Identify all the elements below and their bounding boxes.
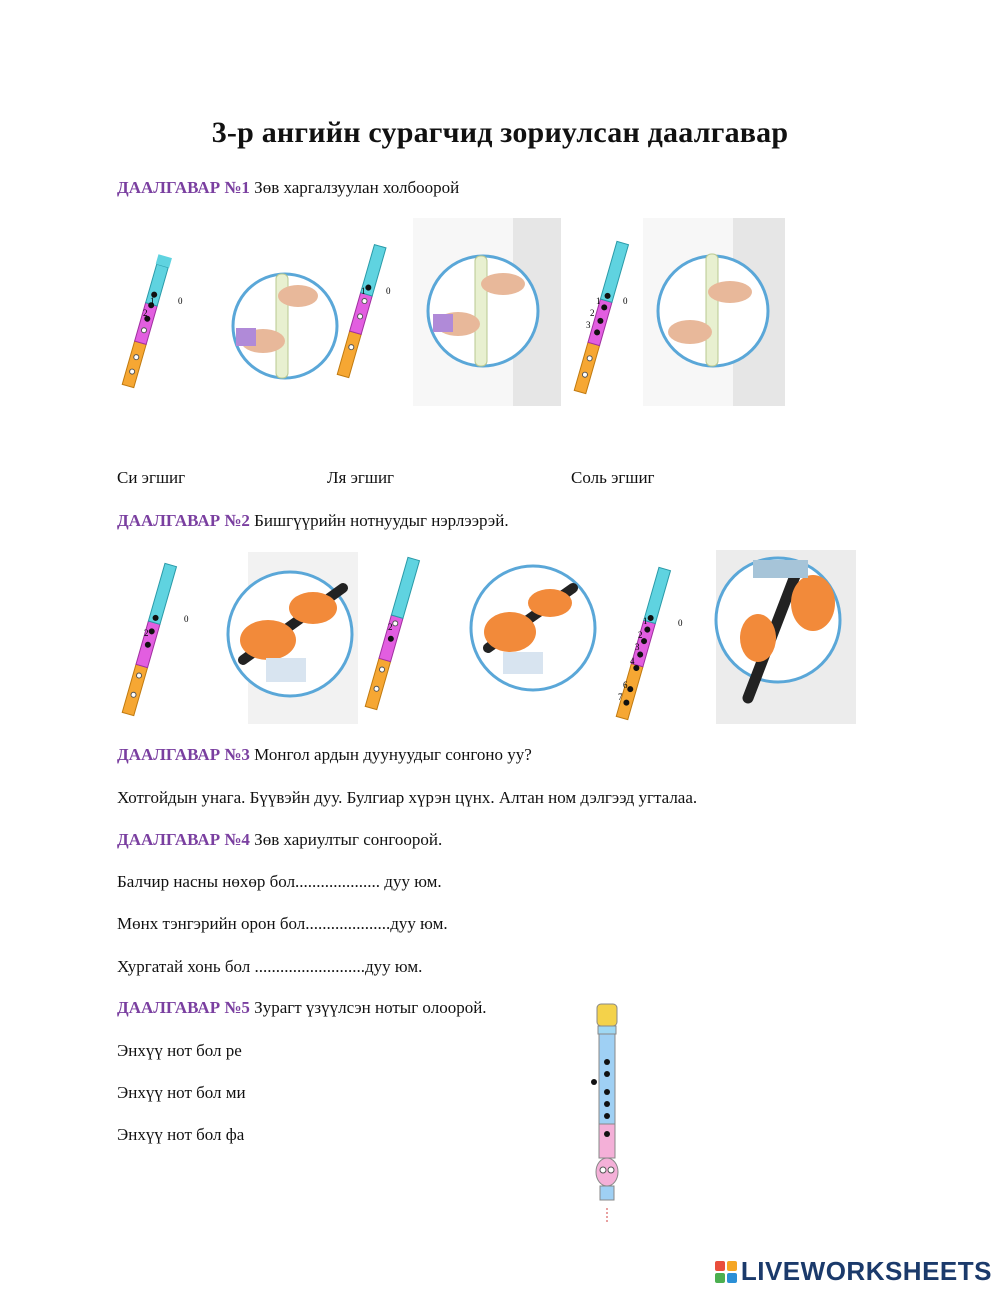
flute6-num-3: 3 — [635, 642, 640, 652]
task5-question-3: Энхүү нот бол фа — [117, 1125, 245, 1144]
task5-text: Зурагт үзүүлсэн нотыг олоорой. — [249, 998, 487, 1017]
task1-figures — [118, 216, 798, 408]
recorder-illustration — [585, 1002, 629, 1227]
note-label-si: Си эгшиг — [117, 468, 186, 487]
hand-photo-2 — [413, 218, 561, 406]
flute1-num-1: 1 — [150, 296, 155, 306]
task1-label: ДААЛГАВАР №1 — [117, 178, 250, 197]
flute-3 — [574, 241, 628, 393]
task1-text: Зөв харгалзуулан холбоорой — [249, 178, 460, 197]
task2-figures — [118, 548, 858, 726]
flute3-num-3: 3 — [586, 320, 591, 330]
task3-text: Монгол ардын дуунуудыг сонгоно уу? — [249, 745, 532, 764]
logo-blocks-icon — [715, 1261, 737, 1283]
task2-line — [117, 511, 509, 531]
task3-label: ДААЛГАВАР №3 — [117, 745, 250, 764]
task2-text: Бишгүүрийн нотнуудыг нэрлээрэй. — [249, 511, 509, 530]
task4-question-1: Балчир насны нөхөр бол.................... дуу юм. — [117, 872, 442, 891]
liveworksheets-logo — [715, 1256, 992, 1287]
flute-6 — [616, 567, 670, 719]
flute6-num-6: 6 — [623, 680, 628, 690]
task4-question-3: Хургатай хонь бол ..........................дуу юм. — [117, 957, 423, 976]
flute2-num-0: 0 — [386, 286, 391, 296]
flute-4 — [122, 563, 176, 715]
task5-question-2: Энхүү нот бол ми — [117, 1083, 246, 1102]
flute6-num-4: 4 — [630, 656, 635, 666]
flute-5 — [365, 557, 419, 709]
flute6-num-0: 0 — [678, 618, 683, 628]
flute4-num-2: 2 — [144, 628, 149, 638]
page-title: 3-р ангийн сурагчид зориулсан даалгавар — [211, 116, 789, 149]
flute3-num-1: 1 — [596, 296, 601, 306]
flute3-num-0: 0 — [623, 296, 628, 306]
hand-photo-6 — [716, 550, 856, 724]
task5-line — [117, 998, 487, 1018]
task4-line — [117, 830, 442, 850]
task5-label: ДААЛГАВАР №5 — [117, 998, 250, 1017]
logo-text: LIVEWORKSHEETS — [740, 1256, 992, 1286]
flute6-num-2: 2 — [638, 630, 643, 640]
hand-photo-5 — [471, 566, 595, 690]
flute1-num-2: 2 — [143, 308, 148, 318]
note-label-sol: Соль эгшиг — [571, 468, 655, 487]
flute-2 — [337, 245, 386, 378]
hand-photo-1 — [233, 274, 337, 378]
flute2-num-1: 1 — [361, 286, 366, 296]
task3-options: Хотгойдын унага. Бүүвэйн дуу. Булгиар хүрэн цүнх. Алтан ном дэлгээд угталаа. — [117, 788, 698, 807]
task1-line — [117, 178, 459, 198]
task2-label: ДААЛГАВАР №2 — [117, 511, 250, 530]
flute-1 — [121, 254, 172, 388]
flute6-num-1: 1 — [643, 616, 648, 626]
flute6-num-7: 7 — [618, 692, 623, 702]
flute5-num-2: 2 — [388, 622, 393, 632]
task4-text: Зөв хариултыг сонгоорой. — [249, 830, 443, 849]
flute4-num-0: 0 — [184, 614, 189, 624]
task3-line — [117, 745, 532, 765]
flute1-num-0: 0 — [178, 296, 183, 306]
task4-question-2: Мөнх тэнгэрийн орон бол....................дуу юм. — [117, 914, 448, 933]
task4-label: ДААЛГАВАР №4 — [117, 830, 250, 849]
hand-photo-4 — [228, 552, 358, 724]
note-label-lya: Ля эгшиг — [327, 468, 395, 487]
flute3-num-2: 2 — [590, 308, 595, 318]
task5-question-1: Энхүү нот бол ре — [117, 1041, 242, 1060]
hand-photo-3 — [643, 218, 785, 406]
